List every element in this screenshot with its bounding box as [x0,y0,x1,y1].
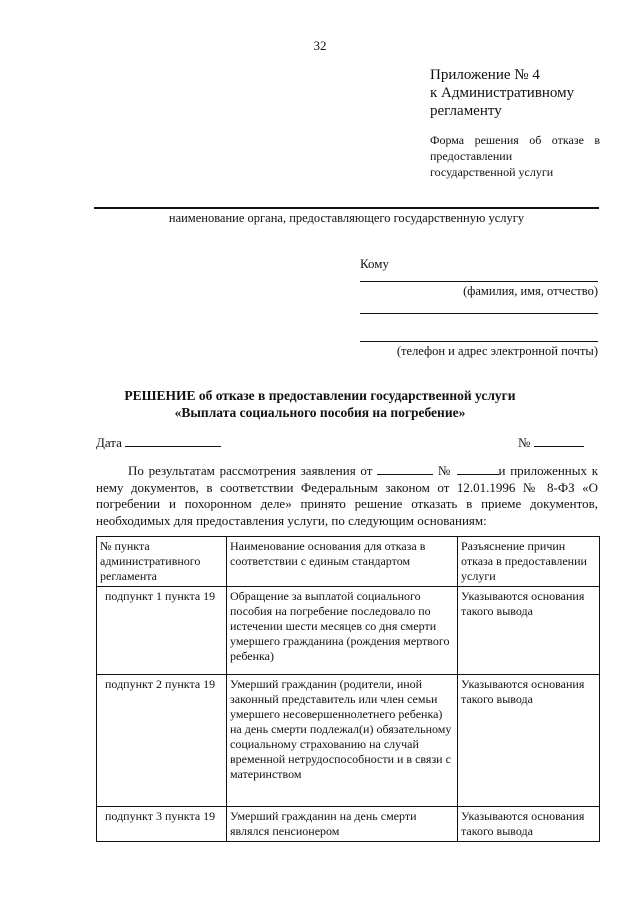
row-point: подпункт 3 пункта 19 [97,807,227,842]
recipient-name-line [360,281,598,282]
table-row [97,587,600,675]
page-number: 32 [313,38,327,53]
number-field [518,434,584,451]
date-blank [125,434,221,447]
recipient-name-caption: (фамилия, имя, отчество) [463,284,598,298]
table-row [97,807,600,842]
recipient-contact-line [360,341,598,342]
row-explanation: Указываются основания такого вывода [458,675,600,807]
service-name-heading: «Выплата социального пособия на погребение» [174,405,466,420]
row-reason: Умерший гражданин (родители, иной законный представитель или член семьи умершего несовершеннолетнего ребенка) на день смерти подлежал(и) обязательному социальному страхованию на случай временной нетрудоспособности и в связи с материнством [227,675,458,807]
refusal-reasons-table [96,536,600,842]
org-name-caption: наименование органа, предоставляющего государственную услугу [168,211,525,225]
header-point: № пункта административного регламента [97,537,227,587]
decision-paragraph [96,462,598,529]
row-point: подпункт 2 пункта 19 [97,675,227,807]
application-date-blank [377,462,433,475]
row-point: подпункт 1 пункта 19 [97,587,227,675]
form-name: Форма решения об отказе в предоставлении государственной услуги [430,133,600,179]
recipient-contact-caption: (телефон и адрес электронной почты) [396,344,598,358]
row-reason: Умерший гражданин на день смерти являлся пенсионером [227,807,458,842]
org-name-line [94,207,599,209]
recipient-blank-line [360,313,598,314]
header-explanation: Разъяснение причин отказа в предоставлении услуги [458,537,600,587]
number-label: № [518,435,531,450]
paragraph-part-2: № [437,463,452,478]
decision-heading: РЕШЕНИЕ об отказе в предоставлении государственной услуги [124,388,516,403]
row-reason: Обращение за выплатой социального пособия на погребение последовало по истечении шести месяцев со дня смерти умершего гражданина (рождения мертвого ребенка) [227,587,458,675]
application-number-blank [457,462,499,475]
row-explanation: Указываются основания такого вывода [458,807,600,842]
appendix-block [430,66,620,120]
date-label: Дата [96,435,122,450]
appendix-line-1: Приложение № 4 [430,67,540,83]
table-header-row [97,537,600,587]
appendix-line-3: регламенту [430,103,502,119]
number-blank [534,434,584,447]
row-explanation: Указываются основания такого вывода [458,587,600,675]
date-field [96,434,221,451]
paragraph-part-1: По результатам рассмотрения заявления от [128,463,373,478]
header-reason: Наименование основания для отказа в соответствии с единым стандартом [227,537,458,587]
paragraph-part-3: и приложенных к нему документов, в соответствии Федеральным законом от 12.01.1996 № 8-ФЗ «О погребении и похоронном деле» принято решение отказать в приеме документов, необходимых для предоставления услуги, по следующим основаниям: [96,463,599,528]
appendix-line-2: к Административному [430,85,575,101]
table-row [97,675,600,807]
recipient-label: Кому [360,256,390,271]
